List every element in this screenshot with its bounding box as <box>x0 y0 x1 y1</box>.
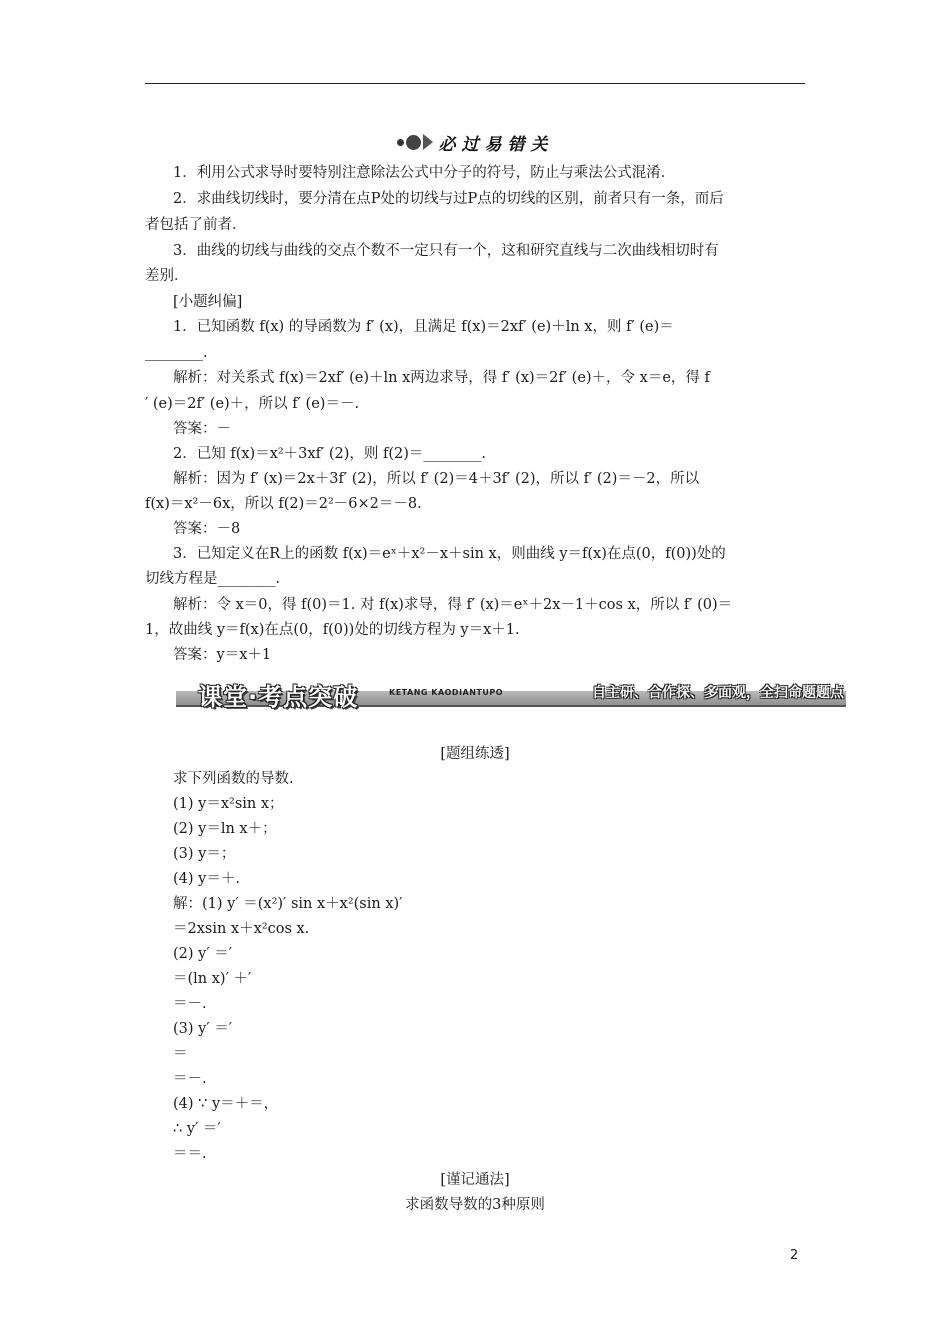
section-title: 必过易错关 <box>438 134 554 155</box>
note-line: 2．求曲线切线时，要分清在点P处的切线与过P点的切线的区别，前者只有一条，而后 <box>173 191 724 207</box>
practice-line: (3) y＝； <box>173 846 236 862</box>
section-header <box>0 128 950 156</box>
note-line: 差别． <box>145 268 189 284</box>
quiz-line: 1．已知函数 f(x) 的导函数为 f′ (x)，且满足 f(x)＝2xf′ (e)＋ln x，则 f′ (e)＝ <box>173 319 674 335</box>
banner-pinyin: KETANG KAODIANTUPO <box>389 688 504 697</box>
practice-heading: [题组练透] <box>440 746 510 762</box>
practice-line: 求下列函数的导数. <box>173 771 294 787</box>
quiz-heading: [小题纠偏] <box>173 294 243 310</box>
quiz-line: 解析：令 x＝0，得 f(0)＝1. 对 f(x)求导，得 f′ (x)＝eˣ＋2x－1＋cos x，所以 f′ (0)＝ <box>173 597 733 613</box>
practice-line: (2) y＝ln x＋； <box>173 821 277 837</box>
note-line: 者包括了前者． <box>145 217 247 233</box>
practice-line: ＝(ln x)′ ＋′ <box>173 971 252 987</box>
practice-line: (4) y＝＋. <box>173 871 240 887</box>
bullet-dots-icon <box>397 134 433 150</box>
quiz-line: 3．已知定义在R上的函数 f(x)＝eˣ＋x²－x＋sin x，则曲线 y＝f(x)在点(0，f(0))处的 <box>173 546 726 562</box>
practice-line: ＝ <box>173 1046 188 1062</box>
quiz-line: f(x)＝x²－6x，所以 f(2)＝2²－6×2＝－8. <box>145 496 422 512</box>
practice-line: ＝－. <box>173 1071 207 1087</box>
practice-line: 解：(1) y′ ＝(x²)′ sin x＋x²(sin x)′ <box>173 896 403 912</box>
practice-line: ＝2xsin x＋x²cos x. <box>173 921 310 937</box>
quiz-line: 答案：－8 <box>173 521 241 537</box>
banner-tagline: 自主研、合作探、多面观，全扫命题题点 <box>592 685 844 701</box>
quiz-line: 1，故曲线 y＝f(x)在点(0，f(0))处的切线方程为 y＝x＋1. <box>145 622 520 638</box>
practice-line: ∴ y′ ＝′ <box>173 1121 221 1137</box>
quiz-line: ________. <box>145 345 208 361</box>
quiz-line: 解析：因为 f′ (x)＝2x＋3f′ (2)，所以 f′ (2)＝4＋3f′ (2)，所以 f′ (2)＝－2，所以 <box>173 471 700 487</box>
note-line: 1．利用公式求导时要特别注意除法公式中分子的符号，防止与乘法公式混淆． <box>173 165 676 181</box>
quiz-line: 答案：y＝x＋1 <box>173 647 272 663</box>
practice-line: (4) ∵ y＝＋＝， <box>173 1096 279 1112</box>
quiz-line: 答案：－ <box>173 421 231 437</box>
practice-line: (1) y＝x²sin x； <box>173 796 284 812</box>
practice-line: (3) y′ ＝′ <box>173 1021 233 1037</box>
method-heading: [谨记通法] <box>440 1172 510 1188</box>
quiz-line: 解析：对关系式 f(x)＝2xf′ (e)＋ln x两边求导，得 f′ (x)＝2f′ (e)＋，令 x＝e，得 f <box>173 370 710 386</box>
banner-title: 课堂·考点突破 <box>198 683 359 711</box>
quiz-line: 2．已知 f(x)＝x²＋3xf′ (2)，则 f(2)＝________. <box>173 446 487 462</box>
quiz-line: 切线方程是________. <box>145 571 281 587</box>
header-rule <box>145 83 805 84</box>
quiz-line: ′ (e)＝2f′ (e)＋，所以 f′ (e)＝－. <box>145 396 360 412</box>
method-subtitle: 求函数导数的3种原则 <box>405 1197 545 1213</box>
practice-line: ＝－. <box>173 996 207 1012</box>
note-line: 3．曲线的切线与曲线的交点个数不一定只有一个，这和研究直线与二次曲线相切时有 <box>173 243 719 259</box>
practice-line: ＝＝. <box>173 1146 207 1162</box>
section-banner <box>176 677 846 709</box>
practice-line: (2) y′ ＝′ <box>173 946 233 962</box>
page-number: 2 <box>790 1248 799 1263</box>
